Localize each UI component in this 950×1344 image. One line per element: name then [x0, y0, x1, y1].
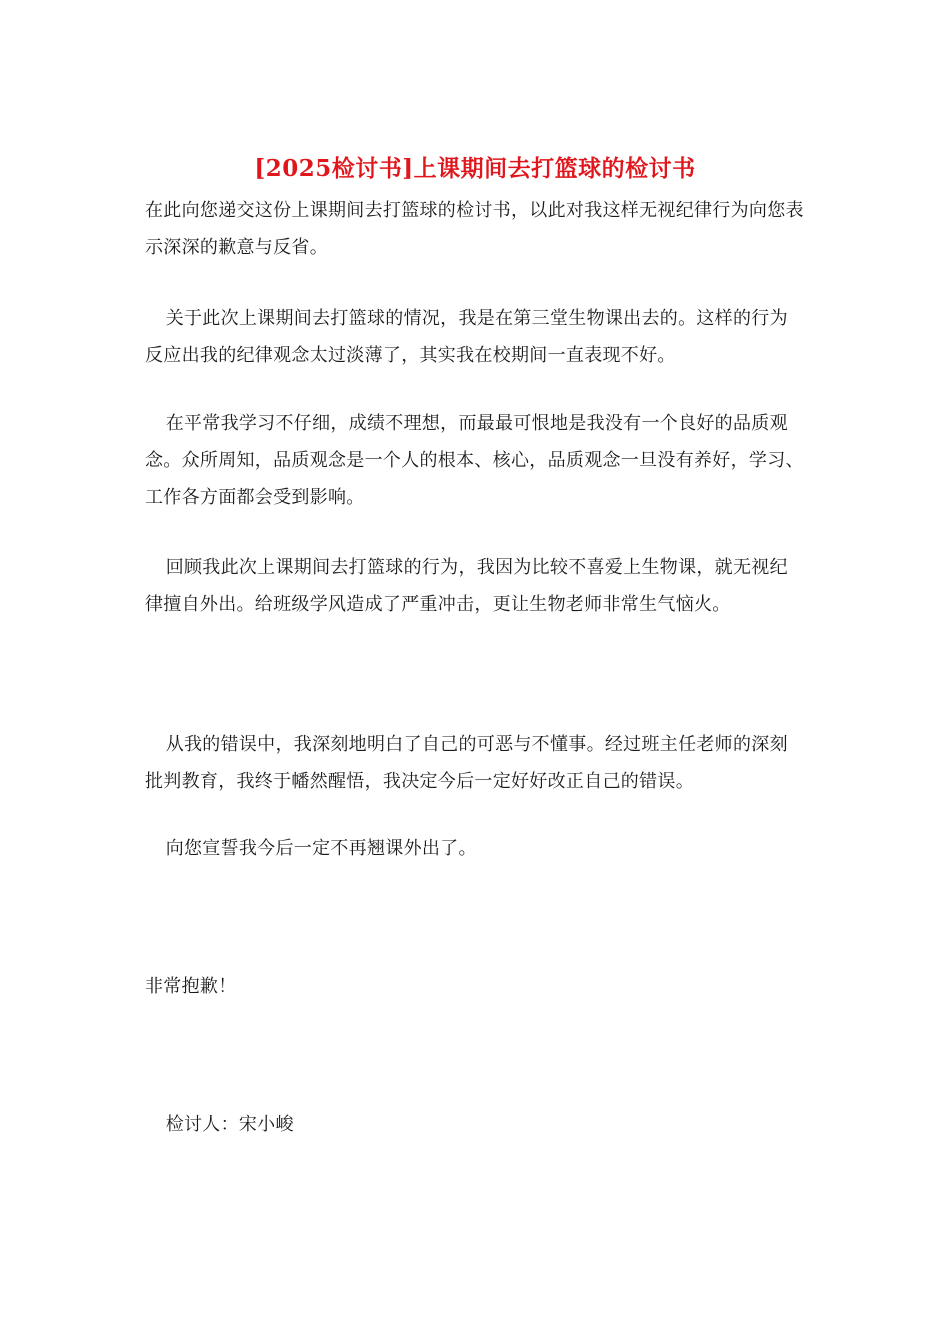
paragraph-reflection: 在平常我学习不仔细，成绩不理想，而最最可恨地是我没有一个良好的品质观念。众所周知，品质观念是一个人的根本、核心，品质观念一旦没有养好，学习、工作各方面都会受到影响。	[145, 413, 804, 508]
signature-line: 检讨人：宋小峻	[165, 1114, 294, 1135]
closing-apology: 非常抱歉！	[145, 976, 237, 997]
paragraph-lesson: 从我的错误中，我深刻地明白了自己的可恶与不懂事。经过班主任老师的深刻批判教育，我终于幡然醒悟，我决定今后一定好好改正自己的错误。	[145, 734, 788, 792]
paragraph-review: 回顾我此次上课期间去打篮球的行为，我因为比较不喜爱上生物课，就无视纪律擅自外出。给班级学风造成了严重冲击，更让生物老师非常生气恼火。	[145, 557, 788, 615]
document-title: [2025检讨书]上课期间去打篮球的检讨书	[254, 155, 696, 182]
paragraph-pledge: 向您宣誓我今后一定不再翘课外出了。	[165, 838, 477, 859]
paragraph-intro: 在此向您递交这份上课期间去打篮球的检讨书，以此对我这样无视纪律行为向您表示深深的歉意与反省。	[145, 200, 804, 258]
paragraph-situation: 关于此次上课期间去打篮球的情况，我是在第三堂生物课出去的。这样的行为反应出我的纪律观念太过淡薄了，其实我在校期间一直表现不好。	[145, 308, 788, 366]
